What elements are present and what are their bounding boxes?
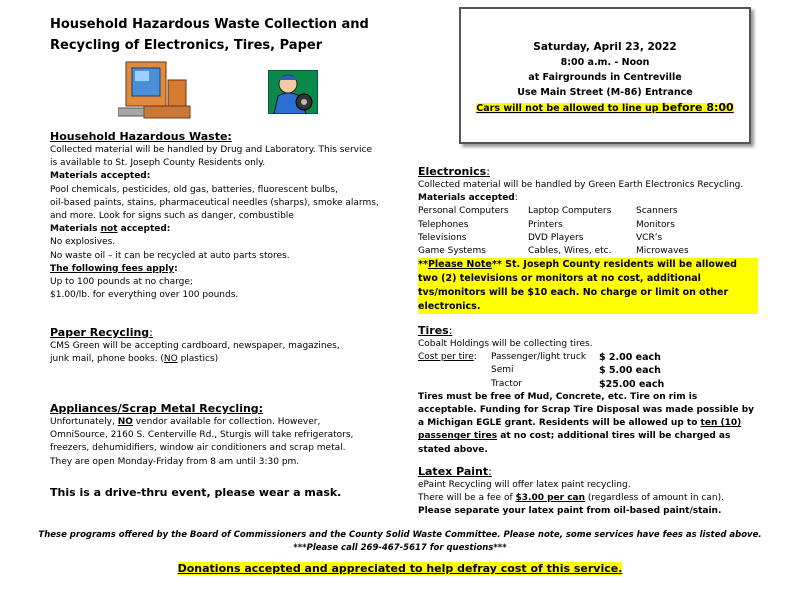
title-line-1: Household Hazardous Waste Collection and [50,17,369,32]
hhw-section [50,130,420,302]
electronics-item: Microwaves [636,246,689,257]
event-location: at Fairgrounds in Centreville [528,72,682,83]
appliances-heading: Appliances/Scrap Metal Recycling: [50,402,264,415]
hhw-fee-1: Up to 100 pounds at no charge; [50,277,193,288]
footer-line-2: ***Please call 269-467-5617 for questions*** [293,543,507,553]
electronics-item: Monitors [636,219,675,230]
paint-line-2: There will be a fee of $3.00 per can (regardless of amount in can). [418,493,724,504]
hhw-fees-label: The following fees apply [50,263,175,274]
electronics-item: Personal Computers [418,206,509,217]
hhw-fee-2: $1.00/lb. for everything over 100 pounds. [50,290,239,301]
hhw-accepted-label: Materials accepted: [50,171,151,182]
mechanic-icon [268,70,318,114]
event-entrance: Use Main Street (M-86) Entrance [517,87,693,98]
electronics-item: Game Systems [418,246,486,257]
paint-line-1: ePaint Recycling will offer latex paint recycling. [418,480,631,490]
appliances-line-1: Unfortunately, NO vendor available for collection. However, [50,417,321,427]
paper-heading: Paper Recycling: [50,326,153,339]
tire-price: $ 5.00 each [599,365,661,377]
electronics-items-grid [418,205,758,258]
tire-price: $ 2.00 each [599,352,661,364]
electronics-note: **Please Note** St. Joseph County residents will be allowed two (2) televisions or monitors at no cost, additional tvs/monitors will be $10 each. No charge or limit on other electronics. [418,258,758,314]
warning-strong: before 8:00 [661,101,734,114]
hhw-accepted-2: oil-based paints, stains, pharmaceutical needles (sharps), smoke alarms, [50,197,379,208]
electronics-item: VCR’s [636,232,663,243]
electronics-item: Cables, Wires, etc. [528,246,612,257]
tires-section [418,324,758,457]
tire-type: Passenger/light truck [491,352,587,363]
appliances-line-4: They are open Monday-Friday from 8 am until 3:30 pm. [50,456,300,467]
paper-section [50,326,420,366]
electronics-item: Scanners [636,206,678,217]
hhw-accepted-1: Pool chemicals, pesticides, old gas, batteries, fluorescent bulbs, [50,184,338,195]
hhw-not-accepted-2: No waste oil – it can be recycled at auto parts stores. [50,250,290,261]
footer-line-1: These programs offered by the Board of Commissioners and the County Solid Waste Committee. Please note, some services have fees as listed above. [38,530,762,540]
tires-cost-label: Cost per tire: [418,352,477,363]
tire-type: Tractor [491,378,523,389]
footer [0,529,800,576]
paint-section [418,465,758,519]
hhw-body: Collected material will be handled by Drug and Laboratory. This service is available to St. Joseph County Residents only. Materials accepted: Pool chemicals, pesticides, old gas, batteries, fluorescent bulbs, oil-based paints, stains, pharmaceutical needles (sharps), smoke alarms, and more. Look for signs such as danger, combustible Materials not accepted: No explosives. No waste oil – it can be recycled at auto parts stores. The following fees apply: Up to 100 pounds at no charge; $1.00/lb. for everything over 100 pounds. [50,144,420,302]
page-title [50,14,410,56]
electronics-item: Telephones [418,219,469,230]
event-info-box [459,7,751,144]
electronics-item: DVD Players [528,232,584,243]
tires-body [418,338,758,457]
event-date: Saturday, April 23, 2022 [533,41,677,53]
event-warning [461,100,749,116]
hhw-not-accepted-1: No explosives. [50,237,116,248]
electronics-intro: Collected material will be handled by Green Earth Electronics Recycling. [418,180,744,190]
hhw-heading: Household Hazardous Waste: [50,130,232,143]
hhw-intro-2: is available to St. Joseph County Residents only. [50,158,266,169]
title-line-2: Recycling of Electronics, Tires, Paper [50,38,323,53]
electronics-accepted-label: Materials accepted: [418,193,518,204]
electronics-item: Televisions [418,232,467,243]
tire-type: Semi [491,365,514,376]
tires-heading: Tires: [418,324,453,337]
event-time: 8:00 a.m. - Noon [560,57,650,68]
computer-icon [118,60,194,120]
hhw-intro-1: Collected material will be handled by Drug and Laboratory. This service [50,145,372,155]
paint-heading: Latex Paint: [418,465,492,478]
paper-line-2: junk mail, phone books. (NO plastics) [50,354,219,365]
hhw-not-accepted-label: Materials not accepted: [50,224,171,235]
warning-prefix: Cars will not be allowed to line up [476,103,662,114]
paint-body [418,479,758,519]
tires-intro: Cobalt Holdings will be collecting tires. [418,339,593,349]
donations-banner: Donations accepted and appreciated to help defray cost of this service. [177,562,623,575]
tires-fee-table [418,351,758,391]
tire-price: $25.00 each [599,378,665,390]
electronics-body [418,179,758,314]
paint-line-3: Please separate your latex paint from oil-based paint/stain. [418,506,722,517]
electronics-heading: Electronics: [418,165,490,178]
tires-note: Tires must be free of Mud, Concrete, etc. Tire on rim is acceptable. Funding for Scrap Tire Disposal was made possible by a Michigan EGLE grant. Residents will be allowed up to ten (10) passenger tires at no cost; additional tires will be charged as stated above. [418,391,755,455]
mask-note: This is a drive-thru event, please wear a mask. [50,486,342,499]
electronics-section [418,165,758,314]
paper-body [50,340,420,366]
event-warning-text [476,103,733,114]
appliances-body [50,416,420,469]
appliances-section [50,402,420,469]
paper-line-1: CMS Green will be accepting cardboard, newspaper, magazines, [50,341,340,351]
hhw-accepted-3: and more. Look for signs such as danger, combustible [50,211,294,222]
electronics-item: Laptop Computers [528,206,612,217]
appliances-line-3: freezers, dehumidifiers, window air conditioners and scrap metal. [50,443,346,454]
appliances-line-2: OmniSource, 2160 S. Centerville Rd., Sturgis will take refrigerators, [50,430,354,441]
electronics-item: Printers [528,219,563,230]
